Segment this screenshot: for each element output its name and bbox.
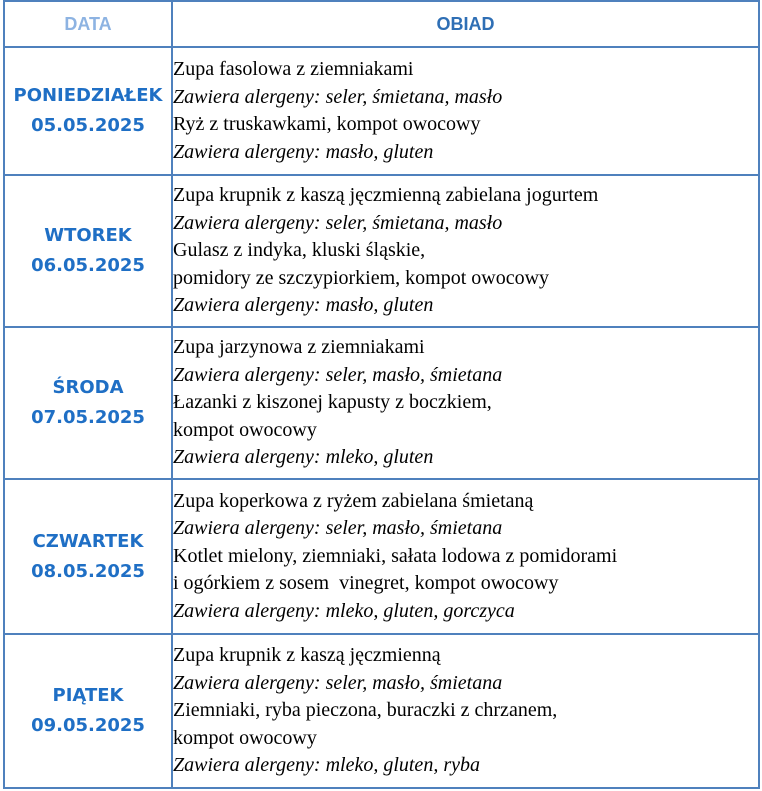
lunch-cell: [172, 634, 759, 788]
allergen-line: Zawiera alergeny: mleko, gluten: [173, 446, 434, 469]
day-name: CZWARTEK: [32, 530, 144, 552]
day-row-thursday: [4, 479, 759, 634]
allergen-line: Zawiera alergeny: masło, gluten: [173, 294, 434, 317]
dish-line: Ziemniaki, ryba pieczona, buraczki z chrzanem,: [173, 699, 558, 722]
dish-line: kompot owocowy: [173, 418, 317, 441]
dish-line: kompot owocowy: [173, 726, 317, 749]
day-name: PIĄTEK: [52, 685, 124, 706]
day-date: 09.05.2025: [31, 715, 145, 736]
dish-line: pomidory ze szczypiorkiem, kompot owocowy: [173, 266, 550, 289]
dish-line: Ryż z truskawkami, kompot owocowy: [173, 113, 481, 135]
date-cell: [4, 47, 172, 175]
lunch-cell: [172, 47, 759, 175]
day-date: 05.05.2025: [31, 115, 145, 136]
lunch-column-header: OBIAD: [172, 1, 759, 47]
day-date: 06.05.2025: [31, 255, 145, 276]
dish-line: i ogórkiem z sosem vinegret, kompot owocowy: [173, 572, 559, 595]
lunch-menu-table: [3, 0, 760, 789]
date-cell: [4, 327, 172, 479]
date-column-header: DATA: [4, 1, 172, 47]
allergen-line: Zawiera alergeny: seler, masło, śmietana: [173, 363, 503, 386]
dish-line: Zupa krupnik z kaszą jęczmienną: [173, 644, 441, 667]
day-name: ŚRODA: [52, 377, 124, 398]
dish-line: Łazanki z kiszonej kapusty z boczkiem,: [173, 391, 492, 414]
allergen-line: Zawiera alergeny: seler, śmietana, masło: [173, 211, 503, 234]
day-date: 08.05.2025: [31, 560, 145, 582]
day-name: PONIEDZIAŁEK: [13, 85, 163, 106]
header-row: [4, 1, 759, 47]
day-name: WTOREK: [44, 225, 132, 246]
allergen-line: Zawiera alergeny: seler, śmietana, masło: [173, 85, 503, 108]
lunch-cell: [172, 175, 759, 327]
date-cell: [4, 175, 172, 327]
allergen-line: Zawiera alergeny: mleko, gluten, gorczyca: [173, 599, 515, 622]
date-cell: [4, 634, 172, 788]
day-row-friday: [4, 634, 759, 788]
dish-line: Zupa krupnik z kaszą jęczmienną zabielana jogurtem: [173, 184, 599, 207]
dish-line: Zupa fasolowa z ziemniakami: [173, 58, 414, 80]
day-row-wednesday: [4, 327, 759, 479]
dish-line: Kotlet mielony, ziemniaki, sałata lodowa z pomidorami: [173, 544, 618, 567]
dish-line: Zupa koperkowa z ryżem zabielana śmietaną: [173, 489, 534, 512]
day-date: 07.05.2025: [31, 407, 145, 428]
allergen-line: Zawiera alergeny: masło, gluten: [173, 140, 434, 163]
allergen-line: Zawiera alergeny: mleko, gluten, ryba: [173, 754, 480, 777]
allergen-line: Zawiera alergeny: seler, masło, śmietana: [173, 517, 503, 540]
day-row-tuesday: [4, 175, 759, 327]
dish-line: Zupa jarzynowa z ziemniakami: [173, 336, 425, 359]
allergen-line: Zawiera alergeny: seler, masło, śmietana: [173, 671, 503, 694]
lunch-cell: [172, 479, 759, 634]
date-cell: [4, 479, 172, 634]
day-row-monday: [4, 47, 759, 175]
lunch-cell: [172, 327, 759, 479]
dish-line: Gulasz z indyka, kluski śląskie,: [173, 239, 426, 262]
